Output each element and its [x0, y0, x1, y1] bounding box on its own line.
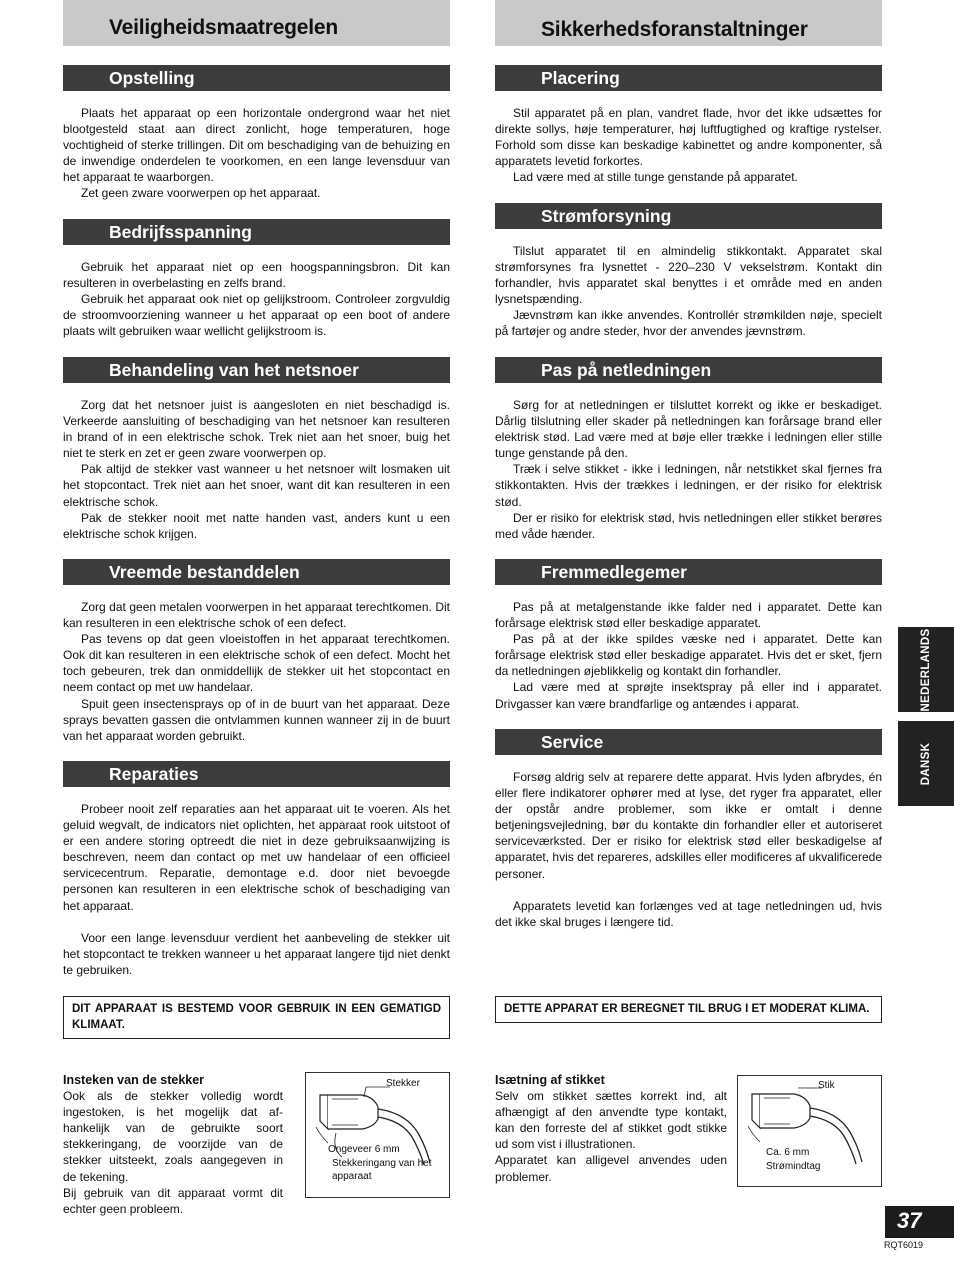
title-bar-dk [495, 0, 882, 46]
paragraph: Sørg for at netledningen er tilsluttet korrekt og ikke er beskadiget. Dårlig tilslutning eller skader på netledningen kan forårsage brand eller elektrisk stød. Lad være med at bøje eller trække i ledningen eller stille tunge genstande på den. [495, 398, 882, 461]
section-heading: Bedrijfsspanning [63, 219, 450, 245]
label-stekker: Stekker [386, 1078, 420, 1089]
spacer [63, 914, 450, 930]
plug-text-nl [63, 1072, 283, 1217]
section-heading: Strømforsyning [495, 203, 882, 229]
paragraph: Gebruik het apparaat ook niet op gelijkstroom. Controleer zorgvuldig de stroomvoorziening wanneer u het apparaat op een boot of andere plaats wilt gebruiken waar wellicht gelijkstroom is. [63, 292, 450, 339]
label-gap: Ca. 6 mm [766, 1147, 810, 1158]
paragraph: Der er risiko for elektrisk stød, hvis netledningen eller stikket berøres med våde hænder. [495, 510, 882, 541]
label-socket: Strømindtag [766, 1161, 821, 1172]
plug-note: Bij gebruik van dit apparaat vormt dit echter geen probleem. [63, 1185, 283, 1216]
paragraph: Forsøg aldrig selv at reparere dette apparat. Hvis lyden afbrydes, én eller flere indikatorer ophører med at lyse, det ryger fra apparatet, eller der opstår andre problemer, som ikke er omtalt i denne betjeningsvejledning, bør du kontakte din forhandler eller et autoriseret serviceværksted. Der er risiko for elektrisk stød eller beskadigelse af apparatet, hvis det repareres, adskilles eller modificeres af ukvalificerede personer. [495, 770, 882, 881]
section-heading: Behandeling van het netsnoer [63, 357, 450, 383]
page-title-dk: Sikkerhedsforanstaltninger [541, 18, 808, 41]
section-reparaties [63, 761, 450, 978]
paragraph: Apparatets levetid kan forlænges ved at tage netledningen ud, hvis det ikke skal bruges i længere tid. [495, 898, 882, 929]
plug-note: Apparatet kan alligevel anvendes uden problemer. [495, 1153, 727, 1184]
section-vreemde-bestanddelen [63, 559, 450, 744]
plug-heading: Insteken van de stekker [63, 1073, 205, 1087]
section-service [495, 729, 882, 930]
paragraph: Lad være med at stille tunge genstande på apparatet. [513, 170, 798, 185]
paragraph: Zet geen zware voorwerpen op het apparaat. [81, 186, 321, 201]
section-heading: Pas på netledningen [495, 357, 882, 383]
climate-notice-dk: DETTE APPARAT ER BEREGNET TIL BRUG I ET MODERAT KLIMA. [495, 996, 882, 1023]
paragraph: Tilslut apparatet til en almindelig stikkontakt. Apparatet skal strømforsynes fra lysnettet - 220–230 V vekselstrøm. Kontakt din forhandler, hvis apparatet skal benyttes i et område med en anden lysnetspænding. [495, 244, 882, 307]
label-stik: Stik [818, 1080, 835, 1091]
section-heading: Service [495, 729, 882, 755]
plug-illustration-nl [305, 1072, 450, 1198]
paragraph: Zorg dat geen metalen voorwerpen in het apparaat terechtkomen. Dit kan resulteren in een elektrische schok of een defect. [63, 600, 450, 631]
section-heading: Reparaties [63, 761, 450, 787]
page-title-nl: Veiligheidsmaatregelen [109, 16, 339, 39]
section-stromforsyning [495, 203, 882, 340]
page-number: 37 [885, 1206, 954, 1238]
plug-illustration-dk [737, 1075, 882, 1187]
label-gap: Ongeveer 6 mm [328, 1144, 400, 1155]
plug-heading: Isætning af stikket [495, 1073, 605, 1087]
plug-description: Ook als de stekker volledig wordt ingestoken, is het mogelijk dat af-hankelijk van de gebruikte soort stekkeringang, de voorzijde van de stekker uitsteekt, zoals aangegeven in de tekening. [63, 1089, 283, 1184]
document-code: RQT6019 [884, 1240, 924, 1250]
plug-text-dk [495, 1072, 727, 1185]
climate-notice-nl: DIT APPARAAT IS BESTEMD VOOR GEBRUIK IN EEN GEMATIGD KLIMAAT. [63, 996, 450, 1039]
paragraph: Zorg dat het netsnoer juist is aangesloten en niet beschadigd is. Verkeerde aansluiting of beschadiging van het netsnoer kan resulteren in brand of in een elektrische schok. Trek niet aan het snoer, buig het niet te sterk en zet er geen zware voorwerpen op. [63, 398, 450, 461]
paragraph: Pak de stekker nooit met natte handen vast, anders kunt u een elektrische schok krijgen. [63, 510, 450, 541]
label-socket: Stekkeringang van het apparaat [332, 1158, 432, 1182]
section-opstelling [63, 65, 450, 202]
section-netledningen [495, 357, 882, 542]
language-tab-dansk: DANSK [898, 721, 954, 806]
spacer [495, 882, 882, 898]
section-fremmedlegemer [495, 559, 882, 712]
paragraph: Plaats het apparaat op een horizontale ondergrond waar het niet blootgesteld staat aan direct zonlicht, hoge temperaturen, hoge vochtigheid of sterke trillingen. Dit om beschadiging van de behuizing en de inwendige onderdelen te voorkomen, en een lange levensduur van het apparaat te waarborgen. [63, 106, 450, 185]
language-tab-nederlands: NEDERLANDS [898, 627, 954, 712]
paragraph: Pas på at metalgenstande ikke falder ned i apparatet. Dette kan forårsage elektrisk stød eller beskadige apparatet. [495, 600, 882, 631]
paragraph: Pas tevens op dat geen vloeistoffen in het apparaat terechtkomen. Ook dit kan resulteren in een elektrische schok of een defect. Mocht het toch gebeuren, trek dan onmiddellijk de stekker uit het stopcontact en neem contact op met uw handelaar. [63, 632, 450, 695]
plug-description: Selv om stikket sættes korrekt ind, alt afhængigt af den anvendte type kontakt, kan den forreste del af stikket godt stikke ud som vist i illustrationen. [495, 1089, 727, 1152]
paragraph: Stil apparatet på en plan, vandret flade, hvor det ikke udsættes for direkte sollys, høje temperaturer, høj luftfugtighed og kraftige rystelser. Forhold som disse kan beskadige kabinettet og andre komponenter, så apparatets levetid forkortes. [495, 106, 882, 169]
section-netsnoer [63, 357, 450, 542]
paragraph: Gebruik het apparaat niet op een hoogspanningsbron. Dit kan resulteren in overbelasting en zelfs brand. [63, 260, 450, 291]
paragraph: Probeer nooit zelf reparaties aan het apparaat uit te voeren. Als het geluid wegvalt, de indicators niet oplichten, het apparaat rook uitstoot of er een andere storing optreedt die niet in deze gebruiksaanwijzing is beschreven, neem dan contact op met uw handelaar of een officieel servicecentrum. Reparatie, demontage e.d. door niet bevoegde personen kan resulteren in een elektrische schok of beschadiging van het apparaat. [63, 802, 450, 913]
paragraph: Lad være med at sprøjte insektspray på eller ind i apparatet. Drivgasser kan være brandfarlige og antændes i apparat. [495, 680, 882, 711]
paragraph: Pas på at der ikke spildes væske ned i apparatet. Dette kan forårsage elektrisk stød eller beskadige apparatet. Hvis det er sket, fjern da netledningen øjeblikkelig og kontakt din forhandler. [495, 632, 882, 679]
section-heading: Opstelling [63, 65, 450, 91]
paragraph: Træk i selve stikket - ikke i ledningen, når netstikket skal fjernes fra stikkontakten. Hvis der trækkes i ledningen, er der risiko for elektrisk stød. [495, 462, 882, 509]
section-placering [495, 65, 882, 185]
section-heading: Vreemde bestanddelen [63, 559, 450, 585]
section-heading: Placering [495, 65, 882, 91]
paragraph: Jævnstrøm kan ikke anvendes. Kontrollér strømkilden nøje, specielt på fartøjer og andre steder, hvor der anvendes jævnstrøm. [495, 308, 882, 339]
paragraph: Pak altijd de stekker vast wanneer u het netsnoer wilt losmaken uit het stopcontact. Trek niet aan het snoer, want dit kan resulteren in een elektrische schok. [63, 462, 450, 509]
paragraph: Voor een lange levensduur verdient het aanbeveling de stekker uit het stopcontact te trekken wanneer u het apparaat langere tijd niet denkt te gebruiken. [63, 930, 450, 977]
section-heading: Fremmedlegemer [495, 559, 882, 585]
paragraph: Spuit geen insectensprays op of in de buurt van het apparaat. Deze sprays bevatten gassen die ontvlammen kunnen wanneer zij in de buurt van het apparaat worden gebruikt. [63, 696, 450, 743]
title-bar-nl [63, 0, 450, 46]
section-bedrijfsspanning [63, 219, 450, 339]
